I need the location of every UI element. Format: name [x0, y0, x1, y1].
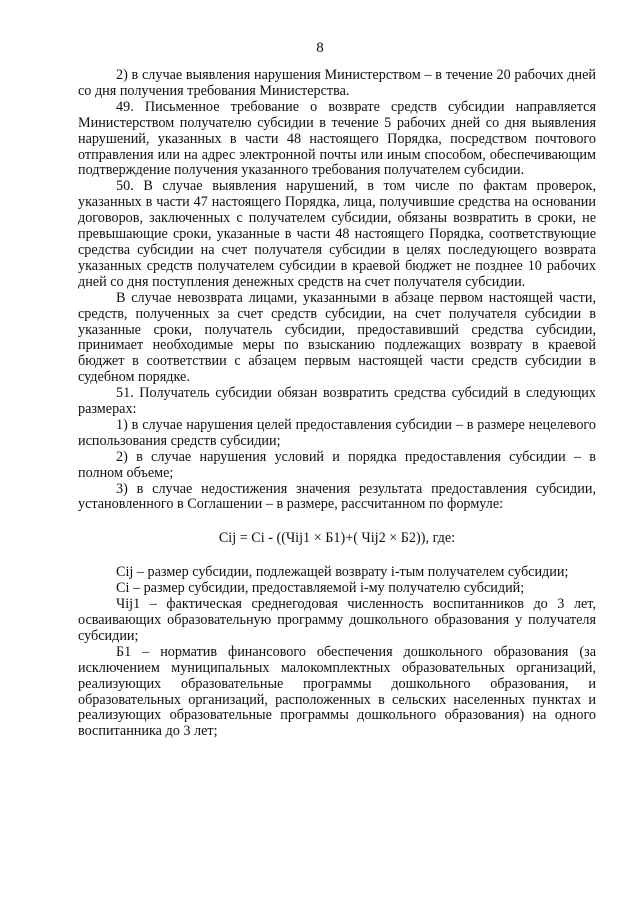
- paragraph: 3) в случае недостижения значения результата предоставления субсидии, установленного в Соглашении – в размере, рассчитанном по формуле:: [78, 480, 596, 513]
- paragraph: В случае невозврата лицами, указанными в абзаце первом настоящей части, средств, полученных за счет средств субсидии, на счет получателя субсидии в указанные сроки, получатель субсидии, предоставивший средства субсидии, принимает необходимые меры по взысканию подлежащих возврату в краевой бюджет в соответствии с абзацем первым настоящей части средств субсидии в судебном порядке.: [78, 289, 596, 386]
- paragraph: 1) в случае нарушения целей предоставления субсидии – в размере нецелевого использования средств субсидии;: [78, 416, 596, 449]
- paragraph: 51. Получатель субсидии обязан возвратить средства субсидий в следующих размерах:: [78, 385, 596, 418]
- definition: Ci – размер субсидии, предоставляемой i-му получателю субсидий;: [116, 580, 525, 597]
- paragraph: 50. В случае выявления нарушений, в том числе по фактам проверок, указанных в части 47 настоящего Порядка, лица, получившие средства на основании договоров, заключенных с получателем субсидии, обязаны возвратить в сроки, не превышающие сроки, указанные в части 48 настоящего Порядка, соответствующие средства субсидии на счет получателя субсидии в целях последующего возврата указанных средств получателем субсидии в краевой бюджет не позднее 10 рабочих дней со дня поступления денежных средств на счет получателя субсидии.: [78, 178, 596, 290]
- paragraph: 2) в случае выявления нарушения Министерством – в течение 20 рабочих дней со дня получения требования Министерства.: [78, 67, 596, 99]
- definition: Cij – размер субсидии, подлежащей возврату i-тым получателем субсидии;: [116, 564, 569, 581]
- paragraph: 2) в случае нарушения условий и порядка предоставления субсидии – в полном объеме;: [78, 448, 596, 481]
- page-number: 8: [316, 40, 324, 56]
- document-body: [78, 68, 596, 740]
- definition: Б1 – норматив финансового обеспечения дошкольного образования (за исключением муниципальных малокомплектных образовательных организаций, реализующих образовательные программы дошкольного образования, и образовательных организаций, расположенных в сельских населенных пунктах и реализующих образовательные программы дошкольного образования) на одного воспитанника до 3 лет;: [78, 643, 596, 740]
- paragraph: 49. Письменное требование о возврате средств субсидии направляется Министерством получателю субсидии в течение 5 рабочих дней со дня выявления нарушений, указанных в части 48 настоящего Порядка, посредством почтового отправления или на адрес электронной почты или иным способом, обеспечивающим подтверждение получения указанного требования получателем субсидии.: [78, 98, 596, 179]
- definition: Чij1 – фактическая среднегодовая численность воспитанников до 3 лет, осваивающих образовательную программу дошкольного образования у получателя субсидии;: [78, 596, 596, 644]
- formula: Cij = Ci - ((Чij1 × Б1)+( Чij2 × Б2)), где:: [218, 530, 456, 547]
